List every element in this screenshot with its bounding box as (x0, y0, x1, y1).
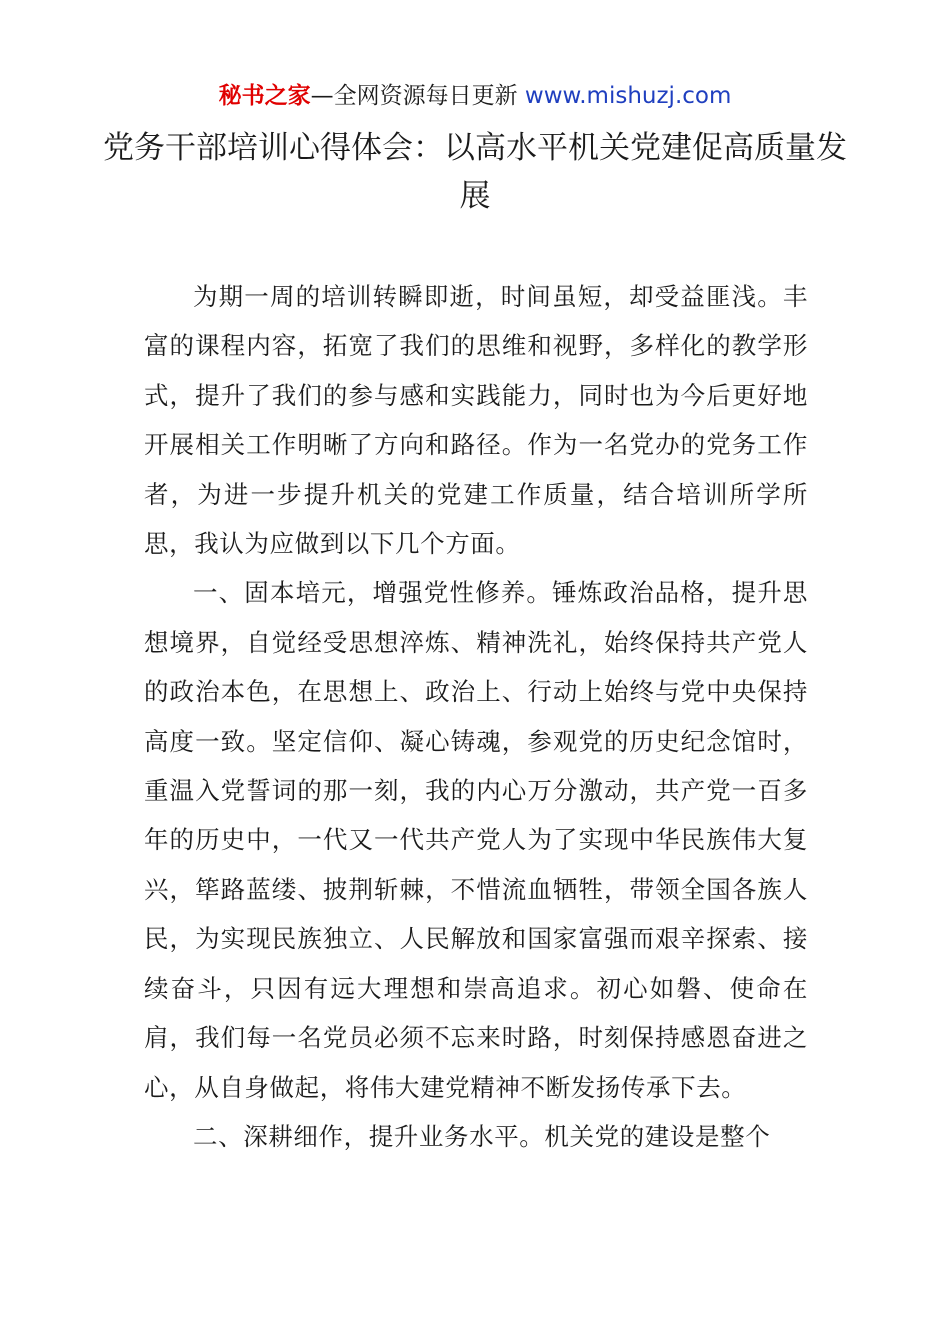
site-header (0, 80, 950, 112)
paragraph-text: 机关党的建设是整个 (544, 1121, 771, 1151)
site-url-link[interactable]: www.mishuzj.com (524, 83, 732, 109)
document-body (144, 272, 808, 1161)
section-heading-1: 一、固本培元，增强党性修养。 (193, 578, 553, 608)
paragraph-section-2 (144, 1112, 808, 1161)
paragraph-text: 锤炼政治品格，提升思想境界，自觉经受思想淬炼、精神洗礼，始终保持共产党人的政治本色，在思想上、政治上、行动上始终与党中央保持高度一致。坚定信仰、凝心铸魂，参观党的历史纪念馆时，重温入党誓词的那一刻，我的内心万分激动，共产党一百多年的历史中，一代又一代共产党人为了实现中华民族伟大复兴，筚路蓝缕、披荆斩棘，不惜流血牺牲，带领全国各族人民，为实现民族独立、人民解放和国家富强而艰辛探索、接续奋斗，只因有远大理想和崇高追求。初心如磐、使命在肩，我们每一名党员必须不忘来时路，时刻保持感恩奋进之心，从自身做起，将伟大建党精神不断发扬传承下去。 (144, 578, 809, 1102)
paragraph-section-1 (144, 568, 808, 1111)
site-brand: 秘书之家 (218, 83, 311, 109)
paragraph-text: 为期一周的培训转瞬即逝，时间虽短，却受益匪浅。丰富的课程内容，拓宽了我们的思维和视野，多样化的教学形式，提升了我们的参与感和实践能力，同时也为今后更好地开展相关工作明晰了方向和路径。作为一名党办的党务工作者，为进一步提升机关的党建工作质量，结合培训所学所思，我认为应做到以下几个方面。 (144, 282, 808, 559)
site-tagline: —全网资源每日更新 (310, 83, 525, 109)
document-title: 党务干部培训心得体会：以高水平机关党建促高质量发展 (103, 130, 847, 214)
section-heading-2: 二、深耕细作，提升业务水平。 (193, 1121, 545, 1151)
paragraph-intro (144, 272, 808, 568)
